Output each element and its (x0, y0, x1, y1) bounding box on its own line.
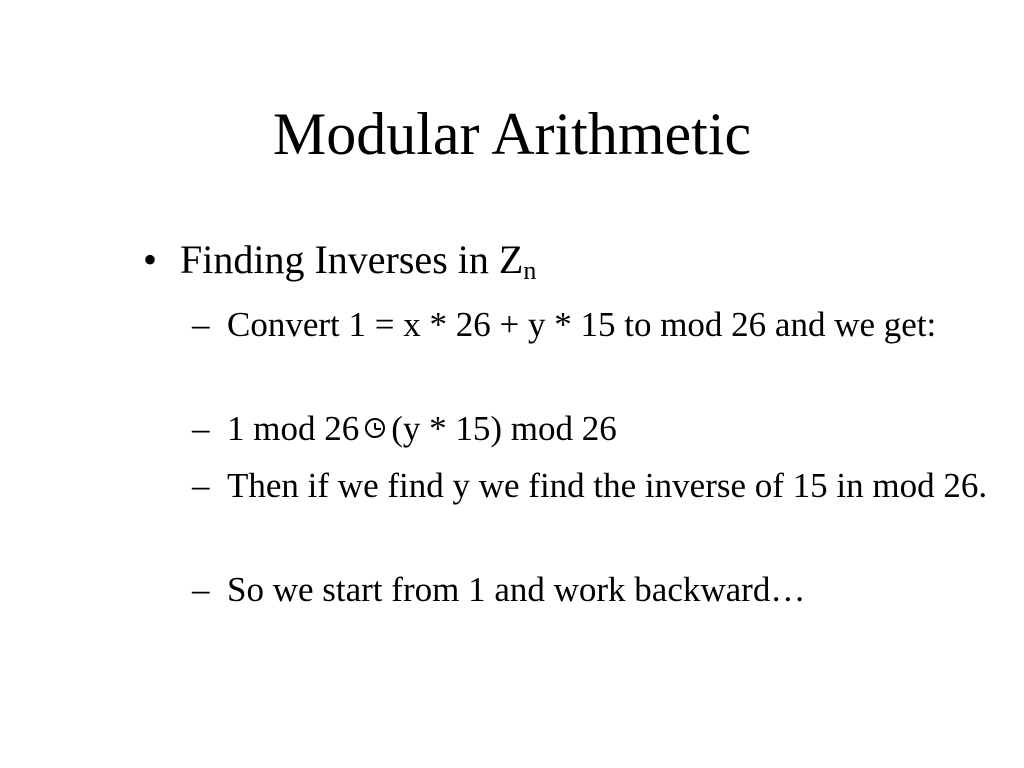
sub-bullet-marker: – (192, 409, 210, 448)
bullet-subscript: n (523, 256, 537, 285)
bullet-marker: • (143, 237, 158, 282)
slide-title: Modular Arithmetic (272, 101, 752, 167)
sub-bullet-text: Then if we find y we find the inverse of 15 in mod 26. (227, 466, 988, 505)
sub-bullet-marker: – (192, 570, 210, 609)
sub-bullet-work-backward (192, 569, 1024, 611)
sub-bullet-marker: – (192, 466, 210, 505)
sub-bullet-convert (192, 304, 1024, 346)
sub-bullet-text-before: 1 mod 26 (227, 409, 360, 448)
sub-bullet-congruence (192, 408, 1024, 450)
sub-bullet-find-y (192, 465, 1024, 507)
clock-icon (365, 418, 385, 438)
sub-bullet-marker: – (192, 305, 210, 344)
bullet-finding-inverses (143, 236, 536, 284)
sub-bullet-text: Convert 1 = x * 26 + y * 15 to mod 26 and we get: (227, 305, 937, 344)
sub-bullet-text-after: (y * 15) mod 26 (391, 409, 617, 448)
bullet-text: Finding Inverses in Z (180, 237, 524, 282)
sub-bullet-text: So we start from 1 and work backward… (227, 570, 806, 609)
